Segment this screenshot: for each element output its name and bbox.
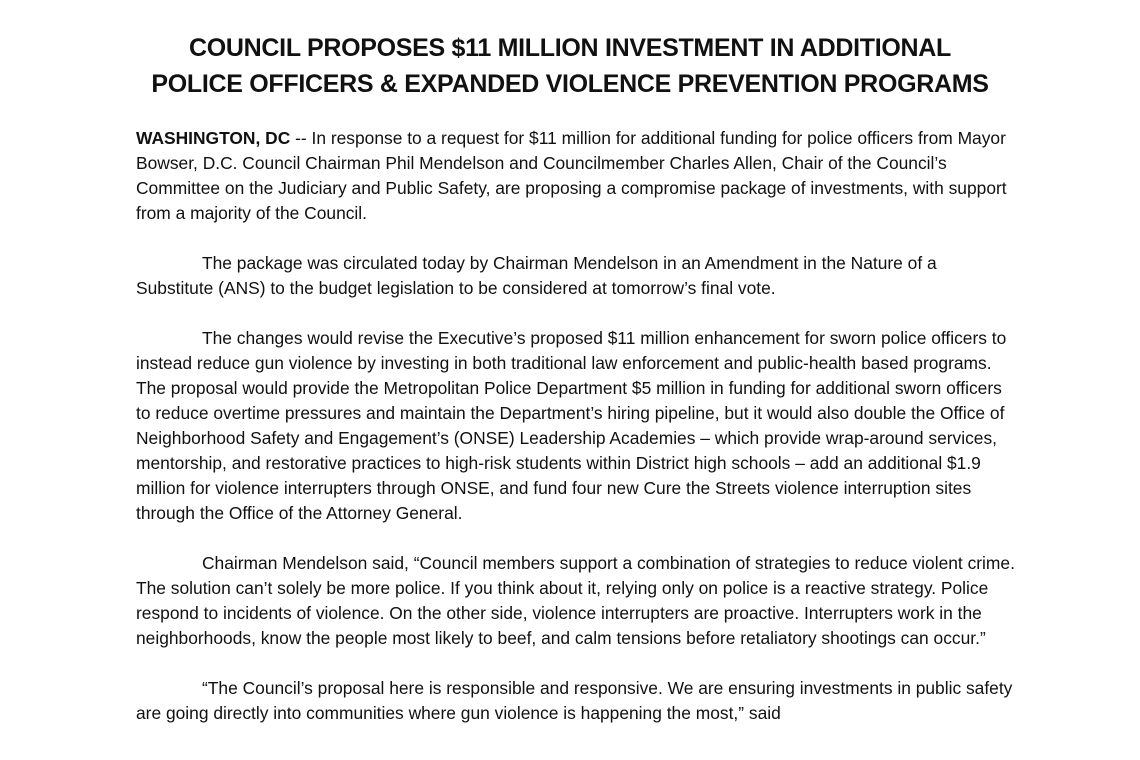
title-line-2: POLICE OFFICERS & EXPANDED VIOLENCE PREVENTION PROGRAMS <box>151 70 989 98</box>
paragraph-2-text: The package was circulated today by Chairman Mendelson in an Amendment in the Nature of a Substitute (ANS) to the budget legislation to be considered at tomorrow’s final vote. <box>136 253 937 298</box>
paragraph-1-text: -- In response to a request for $11 million for additional funding for police officers from Mayor Bowser, D.C. Council Chairman Phil Mendelson and Councilmember Charles Allen, Chair of the Council’s Committee on the Judiciary and Public Safety, are proposing a compromise package of investments, with support from a majority of the Council. <box>136 128 1007 223</box>
dateline: WASHINGTON, DC <box>136 128 291 148</box>
title-line-1: COUNCIL PROPOSES $11 MILLION INVESTMENT IN ADDITIONAL <box>189 34 951 62</box>
paragraph-5 <box>136 676 1016 726</box>
paragraph-3 <box>136 326 1016 526</box>
paragraph-3-text: The changes would revise the Executive’s proposed $11 million enhancement for sworn police officers to instead reduce gun violence by investing in both traditional law enforcement and public-health based programs. The proposal would provide the Metropolitan Police Department $5 million in funding for additional sworn officers to reduce overtime pressures and maintain the Department’s hiring pipeline, but it would also double the Office of Neighborhood Safety and Engagement’s (ONSE) Leadership Academies – which provide wrap-around services, mentorship, and restorative practices to high-risk students within District high schools – add an additional $1.9 million for violence interrupters through ONSE, and fund four new Cure the Streets violence interruption sites through the Office of the Attorney General. <box>136 328 1007 523</box>
document-body <box>136 126 1016 751</box>
press-release-title <box>0 30 1140 102</box>
paragraph-4 <box>136 551 1016 651</box>
paragraph-1 <box>136 126 1016 226</box>
paragraph-2 <box>136 251 1016 301</box>
paragraph-5-text: “The Council’s proposal here is responsible and responsive. We are ensuring investments in public safety are going directly into communities where gun violence is happening the most,” said <box>136 678 1013 723</box>
paragraph-4-text: Chairman Mendelson said, “Council members support a combination of strategies to reduce violent crime. The solution can’t solely be more police. If you think about it, relying only on police is a reactive strategy. Police respond to incidents of violence. On the other side, violence interrupters are proactive. Interrupters work in the neighborhoods, know the people most likely to beef, and calm tensions before retaliatory shootings can occur.” <box>136 553 1015 648</box>
